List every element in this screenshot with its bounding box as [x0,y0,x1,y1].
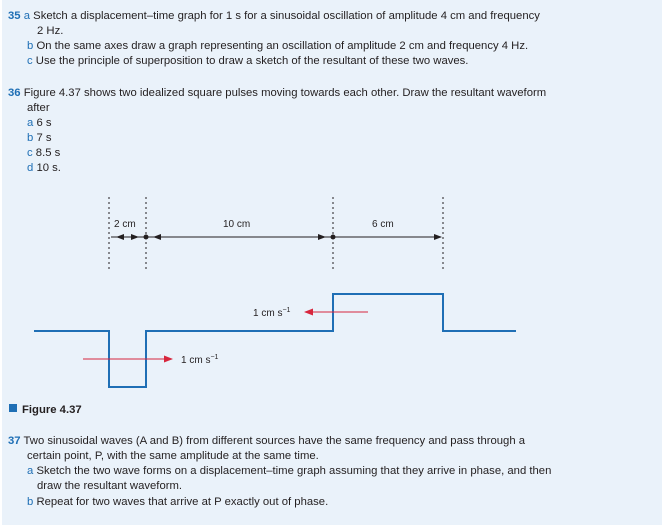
q37-text-1: Two sinusoidal waves (A and B) from different sources have the same frequency and pass through a [23,435,526,447]
q35-a-text-1: Sketch a displacement–time graph for 1 s for a sinusoidal oscillation of amplitude 4 cm and frequency [33,10,540,22]
q37-line1 [8,434,525,448]
q37-a-text-2: draw the resultant waveform. [37,480,183,492]
q36-text-2: after [27,102,50,114]
q37-b-text: Repeat for two waves that arrive at P exactly out of phase. [36,496,329,508]
q37-part-a [27,464,551,478]
speed-label-right-pulse: 1 cm $s^{-1}$ [253,307,291,319]
q36-text-1: Figure 4.37 shows two idealized square pulses moving towards each other. Draw the resultant waveform [23,87,547,99]
q36-d-text: 10 s. [36,162,61,174]
q37-b-letter: b [27,496,34,508]
q36-b-text: 7 s [36,132,52,144]
speed-label-left-pulse: 1 cm $s^{-1}$ [181,354,219,366]
q37-a-letter: a [27,465,34,477]
dim-dot-right [331,235,336,240]
dim-label-10cm: 10 cm [223,219,251,230]
q36-b-letter: b [27,132,34,144]
dim-dot-left [144,235,149,240]
caption-square-icon [9,404,17,412]
q37-part-b [27,495,328,509]
q37-a-text-1: Sketch the two wave forms on a displacement–time graph assuming that they arrive in phase, and then [36,465,552,477]
q35-number: 35 [8,10,21,22]
q35-c-text: Use the principle of superposition to draw a sketch of the resultant of these two waves. [35,55,469,67]
q35-b-letter: b [27,40,34,52]
q37-text-2: certain point, P, with the same amplitude at the same time. [27,450,319,462]
dim-label-6cm: 6 cm [372,219,394,230]
q35-c-letter: c [27,55,33,67]
q36-d-letter: d [27,162,34,174]
q35-a-letter: a [23,10,31,22]
figure-label: Figure 4.37 [22,404,82,416]
q35-a-text-2: 2 Hz. [37,25,64,37]
figure-caption [9,403,82,417]
q36-c-text: 8.5 s [35,147,61,159]
dim-label-2cm: 2 cm [114,219,136,230]
q36-number: 36 [8,87,21,99]
q37-number: 37 [8,435,21,447]
q36-c-letter: c [27,147,33,159]
q35-b-text: On the same axes draw a graph representing an oscillation of amplitude 2 cm and frequency 4 Hz. [36,40,529,52]
q36-a-text: 6 s [36,117,52,129]
q36-a-letter: a [27,117,34,129]
